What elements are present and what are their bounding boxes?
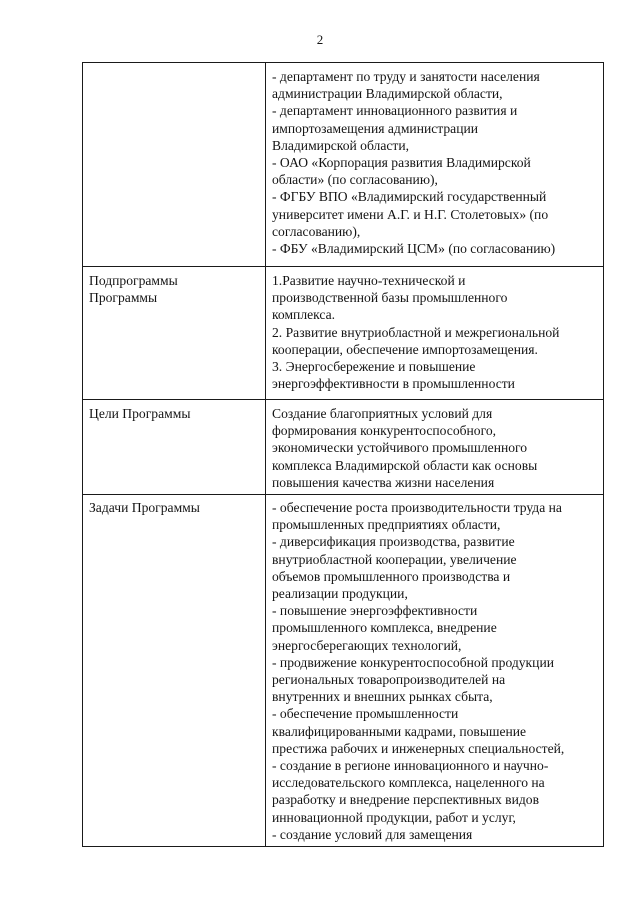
row-label-cell — [83, 400, 266, 495]
row-content-line: - департамент инновационного развития и — [272, 103, 518, 119]
row-content-line: 2. Развитие внутриобластной и межрегиональной — [272, 324, 560, 340]
row-content-line: квалифицированными кадрами, повышение — [272, 723, 527, 739]
row-content-line: энергоэффективности в промышленности — [272, 376, 515, 392]
row-content-line: Владимирской области, — [272, 137, 410, 153]
row-content-line: согласованию), — [272, 223, 361, 239]
row-content-line: администрации Владимирской области, — [272, 86, 503, 102]
row-content-line: повышения качества жизни населения — [272, 474, 495, 490]
row-content-line: импортозамещения администрации — [272, 120, 479, 136]
row-content-line: экономически устойчивого промышленного — [272, 440, 528, 456]
table-row — [83, 495, 604, 847]
row-label-cell — [83, 267, 266, 400]
row-content-line: - обеспечение роста производительности труда на — [272, 500, 562, 516]
row-label-line: Задачи Программы — [89, 500, 200, 516]
row-content-line: - повышение энергоэффективности — [272, 603, 478, 619]
row-label-line: Подпрограммы — [89, 273, 178, 288]
program-passport-table — [82, 62, 604, 847]
row-content-line: - диверсификация производства, развитие — [272, 534, 515, 550]
row-content-line: области» (по согласованию), — [272, 172, 438, 188]
row-content-line: - обеспечение промышленности — [272, 706, 459, 722]
row-content-line: 3. Энергосбережение и повышение — [272, 359, 476, 375]
row-content-line: 1.Развитие научно-технической и — [272, 273, 466, 288]
row-content-line: разработку и внедрение перспективных видов — [272, 792, 539, 808]
row-content-line: внутриобластной кооперации, увеличение — [272, 551, 517, 567]
row-content-line: комплекса. — [272, 307, 336, 323]
page-number: 2 — [316, 32, 324, 47]
row-content-line: исследовательского комплекса, нацеленного на — [272, 775, 545, 791]
row-content-cell — [266, 495, 604, 847]
row-content-cell — [266, 400, 604, 495]
row-content-cell — [266, 63, 604, 267]
row-content-line: промышленных предприятиях области, — [272, 517, 501, 533]
row-content-line: - продвижение конкурентоспособной продукции — [272, 654, 554, 670]
row-content-line: производственной базы промышленного — [272, 290, 508, 306]
row-content-line: - ФГБУ ВПО «Владимирский государственный — [272, 189, 547, 205]
row-content-line: - создание в регионе инновационного и научно- — [272, 758, 549, 774]
row-label-cell — [83, 495, 266, 847]
table-row — [83, 400, 604, 495]
row-content-line: престижа рабочих и инженерных специальностей, — [272, 740, 565, 756]
row-content-line: Создание благоприятных условий для — [272, 406, 493, 421]
row-content-line: региональных товаропроизводителей на — [272, 672, 506, 688]
table-row — [83, 267, 604, 400]
row-content-line: - ФБУ «Владимирский ЦСМ» (по согласованию) — [272, 241, 556, 257]
row-content-line: формирования конкурентоспособного, — [272, 423, 497, 439]
row-content-line: кооперации, обеспечение импортозамещения. — [272, 341, 538, 357]
row-content-line: внутренних и внешних рынках сбыта, — [272, 689, 493, 705]
row-content-line: - создание условий для замещения — [272, 826, 473, 842]
row-content-line: - департамент по труду и занятости населения — [272, 69, 540, 84]
row-content-line: промышленного комплекса, внедрение — [272, 620, 497, 636]
row-content-line: реализации продукции, — [272, 586, 408, 602]
row-label-cell — [83, 63, 266, 267]
table-row — [83, 63, 604, 267]
row-content-cell — [266, 267, 604, 400]
row-label-line: Программы — [89, 290, 158, 306]
row-content-line: объемов промышленного производства и — [272, 568, 511, 584]
row-content-line: энергосберегающих технологий, — [272, 637, 462, 653]
row-content-line: инновационной продукции, работ и услуг, — [272, 809, 516, 825]
row-content-line: университет имени А.Г. и Н.Г. Столетовых» (по — [272, 206, 549, 222]
row-content-line: - ОАО «Корпорация развития Владимирской — [272, 155, 531, 171]
row-content-line: комплекса Владимирской области как основы — [272, 457, 538, 473]
row-label-line: Цели Программы — [89, 406, 191, 421]
